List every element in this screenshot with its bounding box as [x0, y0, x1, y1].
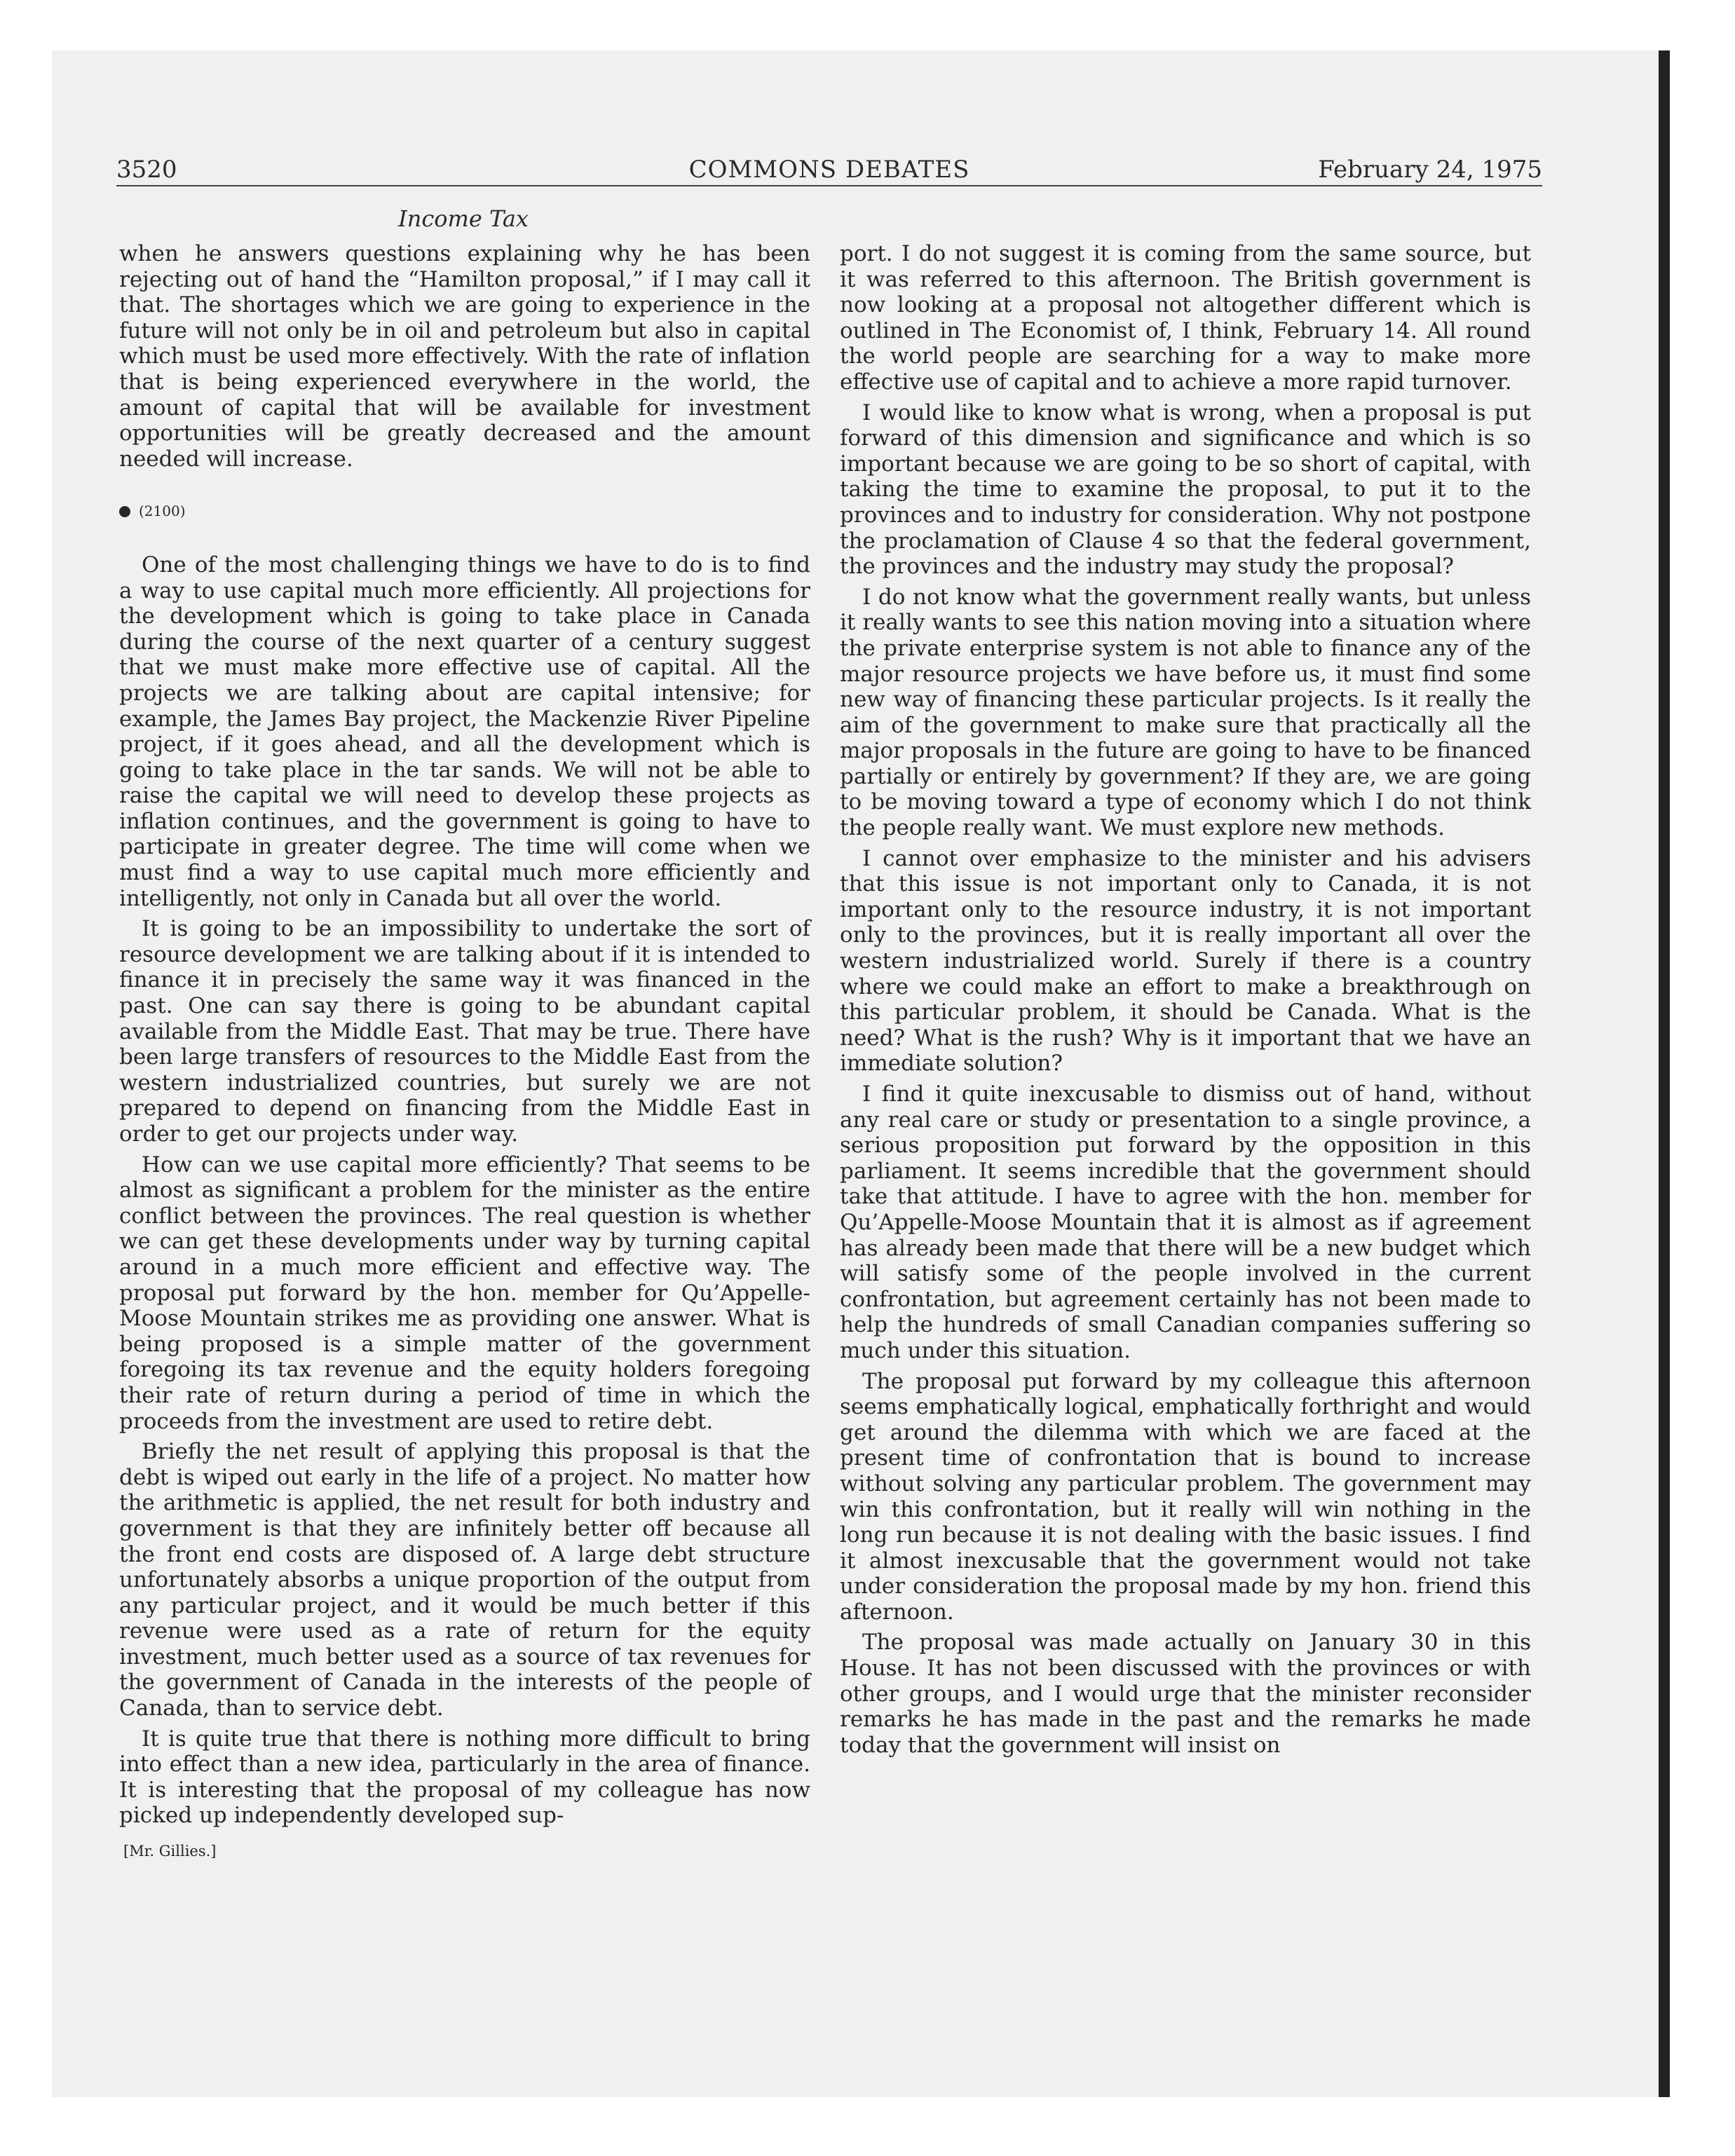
section-title: Income Tax	[398, 205, 529, 232]
paragraph: How can we use capital more efficiently? That seems to be almost as significant a problem for the minister as the entire conflict between the provinces. The real question is whether we can get these developments under way by turning capital around in a much more efficient and effective way. The proposal put forward by the hon. member for Qu’Appelle-Moose Mountain strikes me as providing one answer. What is being proposed is a simple matter of the government foregoing its tax revenue and the equity holders foregoing their rate of return during a period of time in which the proceeds from the investment are used to retire debt.	[119, 1152, 810, 1434]
paragraph: I do not know what the government really wants, but unless it really wants to see this nation moving into a situation where the private enterprise system is not able to finance any of the major resource projects we have before us, it must find some new way of financing these particular projects. Is it really the aim of the government to make sure that practically all the major proposals in the future are going to have to be financed partially or entirely by government? If they are, we are going to be moving toward a type of economy which I do not think the people really want. We must explore new methods.	[840, 584, 1531, 841]
page-number: 3520	[116, 156, 177, 184]
scan-edge	[1659, 50, 1670, 2097]
left-column	[119, 241, 810, 1864]
paragraph: The proposal was made actually on January 30 in this House. It has not been discussed with the provinces or with other groups, and I would urge that the minister reconsider remarks he has made in the past and the remarks he made today that the government will insist on	[840, 1630, 1531, 1758]
paragraph: The proposal put forward by my colleague this afternoon seems emphatically logical, emphatically forthright and would get around the dilemma with which we are faced at the present time of confrontation that is bound to increase without solving any particular problem. The government may win this confrontation, but it really will win nothing in the long run because it is not dealing with the basic issues. I find it almost inexcusable that the government would not take under consideration the proposal made by my hon. friend this afternoon.	[840, 1368, 1531, 1625]
paragraph: port. I do not suggest it is coming from the same source, but it was referred to this afternoon. The British government is now looking at a proposal not altogether different which is outlined in The Economist of, I think, February 14. All round the world people are searching for a way to make more effective use of capital and to achieve a more rapid turnover.	[840, 241, 1531, 395]
paragraph: Briefly the net result of applying this proposal is that the debt is wiped out early in the life of a project. No matter how the arithmetic is applied, the net result for both industry and government is that they are infinitely better off because all the front end costs are disposed of. A large debt structure unfortunately absorbs a unique proportion of the output from any particular project, and it would be much better if this revenue were used as a rate of return for the equity investment, much better used as a source of tax revenues for the government of Canada in the interests of the people of Canada, than to service debt.	[119, 1439, 810, 1721]
speaker-byline: [Mr. Gillies.]	[123, 1843, 217, 1860]
page-header	[116, 156, 1542, 189]
time-marker	[119, 498, 810, 524]
publication-date: February 24, 1975	[1318, 156, 1542, 184]
paragraph: One of the most challenging things we have to do is to find a way to use capital much more efficiently. All projections for the development which is going to take place in Canada during the course of the next quarter of a century suggest that we must make more effective use of capital. All the projects we are talking about are capital intensive; for example, the James Bay project, the Mackenzie River Pipeline project, if it goes ahead, and all the development which is going to take place in the tar sands. We will not be able to raise the capital we will need to develop these projects as inflation continues, and the government is going to have to participate in greater degree. The time will come when we must find a way to use capital much more efficiently and intelligently, not only in Canada but all over the world.	[119, 552, 810, 911]
publication-title: COMMONS DEBATES	[688, 156, 970, 184]
paragraph: when he answers questions explaining why he has been rejecting out of hand the “Hamilton proposal,” if I may call it that. The shortages which we are going to experience in the future will not only be in oil and petroleum but also in capital which must be used more effectively. With the rate of inflation that is being experienced everywhere in the world, the amount of capital that will be available for investment opportunities will be greatly decreased and the amount needed will increase.	[119, 241, 810, 472]
right-column	[840, 241, 1531, 1763]
paragraph: It is going to be an impossibility to undertake the sort of resource development we are talking about if it is intended to finance it in precisely the same way it was financed in the past. One can say there is going to be abundant capital available from the Middle East. That may be true. There have been large transfers of resources to the Middle East from the western industrialized countries, but surely we are not prepared to depend on financing from the Middle East in order to get our projects under way.	[119, 916, 810, 1147]
bullet-icon	[119, 506, 130, 517]
paragraph: I would like to know what is wrong, when a proposal is put forward of this dimension and significance and which is so important because we are going to be so short of capital, with taking the time to examine the proposal, to put it to the provinces and to industry for consideration. Why not postpone the proclamation of Clause 4 so that the federal government, the provinces and the industry may study the proposal?	[840, 400, 1531, 580]
time-marker-label: (2100)	[139, 503, 186, 520]
paragraph: I cannot over emphasize to the minister and his advisers that this issue is not important only to Canada, it is not important only to the resource industry, it is not important only to the provinces, but it is really important all over the western industrialized world. Surely if there is a country where we could make an effort to make a breakthrough on this particular problem, it should be Canada. What is the need? What is the rush? Why is it important that we have an immediate solution?	[840, 845, 1531, 1077]
header-rule	[116, 185, 1542, 186]
paragraph: It is quite true that there is nothing more difficult to bring into effect than a new idea, particularly in the area of finance. It is interesting that the proposal of my colleague has now picked up independently developed sup-	[119, 1726, 810, 1829]
paragraph: I find it quite inexcusable to dismiss out of hand, without any real care or study or presentation to a single province, a serious proposition put forward by the opposition in this parliament. It seems incredible that the government should take that attitude. I have to agree with the hon. member for Qu’Appelle-Moose Mountain that it is almost as if agreement has already been made that there will be a new budget which will satisfy some of the people involved in the current confrontation, but agreement certainly has not been made to help the hundreds of small Canadian companies suffering so much under this situation.	[840, 1082, 1531, 1363]
